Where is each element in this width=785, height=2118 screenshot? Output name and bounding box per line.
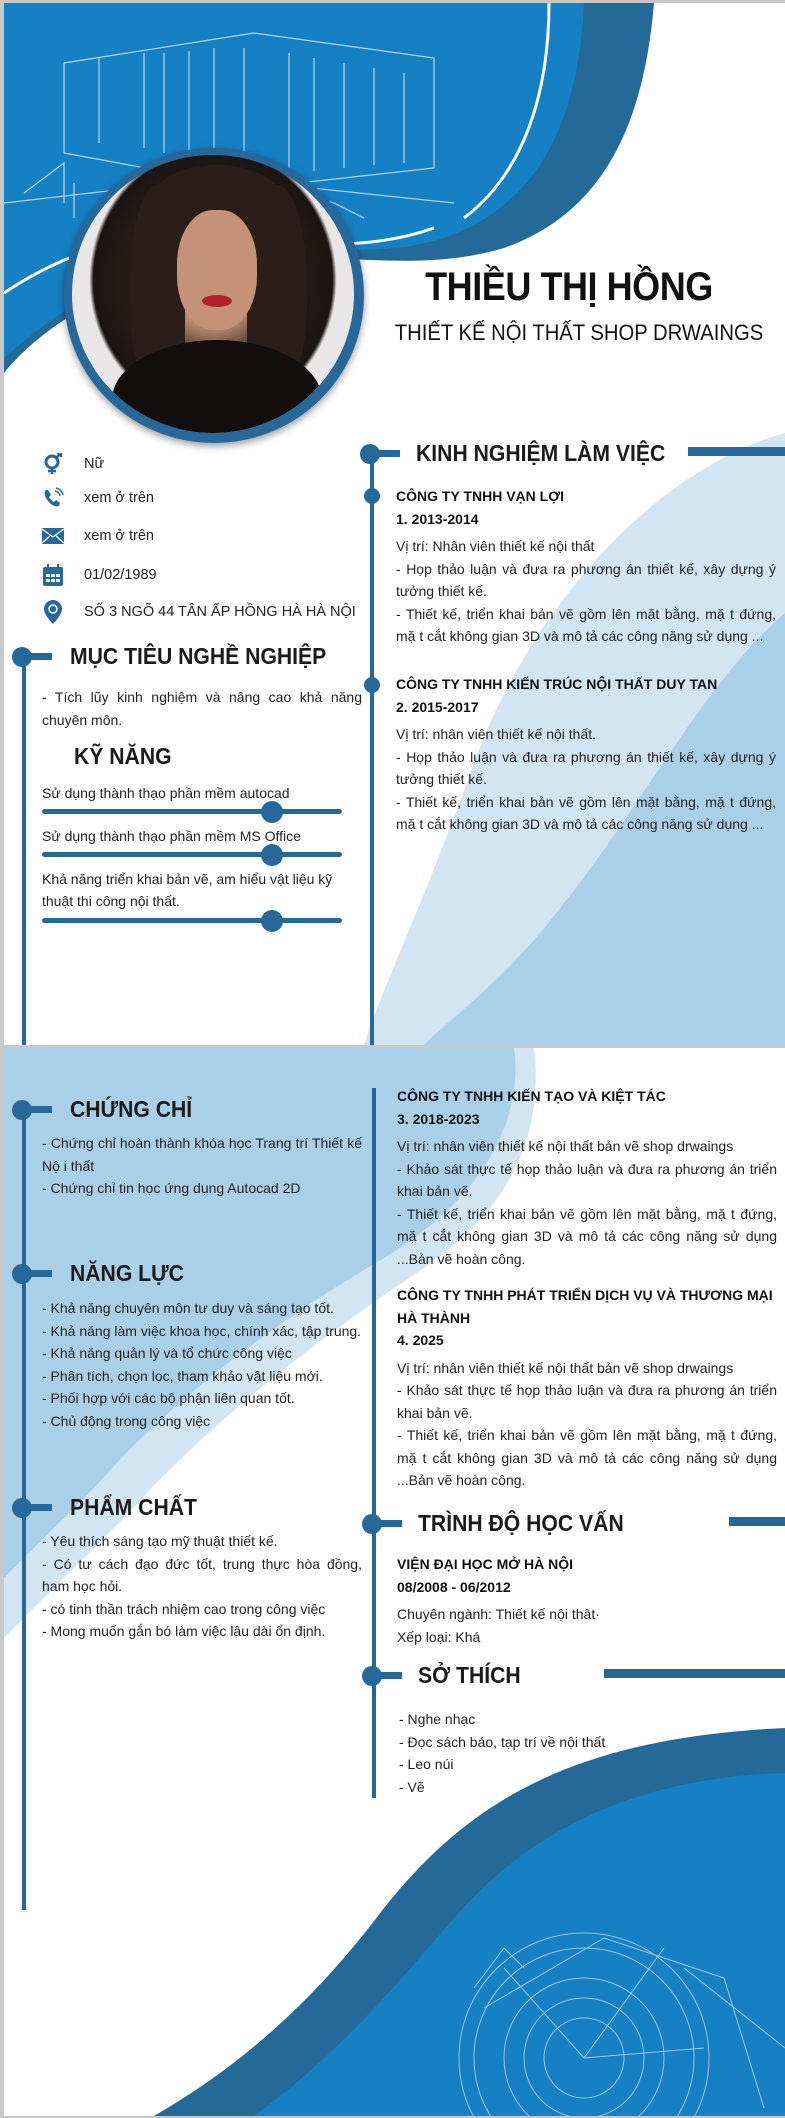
section-header-rule [604,1669,785,1678]
company-name: CÔNG TY TNHH VẠN LỢI [396,488,565,504]
section-header-competencies [12,1260,194,1287]
quality-item: - Có tư cách đạo đức tốt, trung thực hòa đồng, ham học hỏi. [42,1555,362,1594]
experience-item [397,1284,777,1492]
objective-text: - Tích lũy kinh nghiệm và nâng cao khả năng chuyên môn. [42,689,362,728]
experience-line: Vị trí: Nhân viên thiết kế nội thất [396,538,595,554]
phone-value: xem ở trên [84,490,154,506]
section-title: CHỨNG CHỈ [70,1096,193,1122]
certificates-list [42,1132,362,1200]
section-header-rule [688,447,785,456]
education-period: 08/2008 - 06/2012 [397,1578,511,1595]
experience-line: - Thiết kế, triển khai bản vẽ gồm lên mặt bằng, mặ t đứng, mặ t cắt không gian 3D và mô tả các công năng sử dụng ... [396,605,776,644]
education-rank: Xếp loại: Khá [397,1628,481,1645]
section-title: TRÌNH ĐỘ HỌC VẤN [418,1510,624,1536]
contact-email [42,525,154,547]
profile-photo [72,155,354,433]
hobby-item: - Leo núi [399,1756,454,1772]
hobbies-list [399,1708,779,1798]
competency-item: - Chủ động trong công việc [42,1412,211,1429]
section-title: SỞ THÍCH [418,1662,521,1688]
skill-level-bar [42,809,342,814]
section-title: KINH NGHIỆM LÀM VIỆC [416,440,666,466]
experience-timeline-line [370,448,374,1045]
experience-item [396,485,776,648]
education-major: Chuyên ngành: Thiết kế nội thât· [397,1606,600,1622]
contact-address [42,601,356,623]
resume-page-2 [4,1048,785,2116]
skill-level-knob [261,910,283,932]
skill-level-knob [261,801,283,823]
experience-line: - Họp thảo luận và đưa ra phương án thiết kế, xây dựng ý tưởng thiết kế. [396,560,776,599]
quality-item: - Mong muốn gắn bó làm việc lâu dài ổn định. [42,1623,326,1639]
competency-item: - Phân tích, chọn lọc, tham khảo vật liệu mới. [42,1367,323,1384]
gender-value: Nữ [84,456,105,472]
resume-page-1 [4,3,785,1045]
experience-line: Vị trí: nhân viên thiết kế nội thất. [396,726,597,742]
section-header-objective [12,643,349,670]
section-header-experience [360,440,687,467]
section-title: MỤC TIÊU NGHỀ NGHIỆP [70,643,327,669]
employment-period: 3. 2018-2023 [397,1110,480,1127]
competency-item: - Khả năng làm việc khoa học, chính xác, tập trung. [42,1322,362,1339]
phone-icon [42,487,64,509]
hobby-item: - Vẽ [399,1778,425,1795]
section-header-hobbies [362,1662,530,1689]
employment-period: 4. 2025 [397,1332,444,1348]
skill-level-bar [42,918,342,923]
experience-line: Vị trí: nhân viên thiết kế nội thất bản vẽ shop drwaings [397,1138,734,1154]
candidate-role: THIẾT KẾ NỘI THẤT SHOP DRWAINGS [394,320,764,345]
section-header-rule [729,1517,785,1526]
skill-label: Sử dụng thành thạo phần mềm autocad [42,785,290,801]
experience-line: - Thiết kế, triển khai bản vẽ gồm lên mặt bằng, mặ t đứng, mặ t cắt không gian 3D và mô tả các công năng sử dụng ... [396,793,776,832]
section-header-qualities [12,1494,208,1521]
competency-item: - Phối hợp với các bộ phận liên quan tốt. [42,1390,295,1406]
location-pin-icon [42,601,64,623]
skill-level-knob [261,844,283,866]
email-icon [42,525,64,547]
calendar-icon [42,564,64,586]
section-header-certificates [12,1096,203,1123]
education-item [397,1553,777,1648]
experience-line: Vị trí: nhân viên thiết kế nội thất bản vẽ shop drwaings [397,1359,734,1376]
employment-period: 1. 2013-2014 [396,510,479,527]
contact-gender [42,453,104,475]
experience-line: - Khảo sát thực tế họp thảo luận và đưa ra phương án triển khai bản vẽ. [397,1382,777,1421]
left-timeline-line [22,658,26,1045]
qualities-list [42,1530,362,1643]
employment-period: 2. 2015-2017 [396,698,479,715]
email-value: xem ở trên [84,528,154,544]
timeline-dot [364,677,380,693]
competency-item: - Khả năng quản lý và tổ chức công việc [42,1345,292,1361]
section-title: KỸ NĂNG [74,743,172,769]
section-header-skills [56,743,180,770]
quality-item: - Yêu thích sáng tạo mỹ thuật thiết kế. [42,1533,278,1549]
experience-line: - Họp thảo luận và đưa ra phương án thiết kế, xây dựng ý tưởng thiết kế. [396,748,776,787]
skill-label: Khả năng triển khai bản vẽ, am hiểu vật liệu kỹ thuật thi công nội thất. [42,871,333,909]
competencies-list [42,1297,362,1432]
birthdate-value: 01/02/1989 [84,567,157,583]
timeline-dot [364,488,380,504]
experience-line: - Thiết kế, triển khai bản vẽ gồm lên mặt bằng, mặ t đứng, mặ t cắt không gian 3D và mô tả các công năng sử dụng ...Bản vẽ hoàn công. [397,1427,777,1488]
gender-icon [42,453,64,475]
section-title: PHẨM CHẤT [70,1494,197,1520]
quality-item: - có tinh thần trách nhiệm cao trong công việc [42,1600,326,1617]
hobby-item: - Đọc sách báo, tạp trí về nội thất [399,1733,606,1750]
address-value: SỐ 3 NGÕ 44 TÂN ẤP HỒNG HÀ HÀ NỘI [84,604,356,620]
experience-item [396,673,776,836]
experience-line: - Thiết kế, triển khai bản vẽ gồm lên mặt bằng, mặ t đứng, mặ t cắt không gian 3D và mô tả các công năng sử dụng ...Bản vẽ hoàn công. [397,1205,777,1267]
company-name: CÔNG TY TNHH KIẾN TRÚC NỘI THẤT DUY TAN [396,676,718,692]
section-title: NĂNG LỰC [70,1260,184,1286]
competency-item: - Khả năng chuyên môn tư duy và sáng tạo tốt. [42,1300,334,1316]
candidate-name: THIỀU THỊ HỒNG [425,265,713,309]
certificate-item: - Chứng chỉ hoàn thành khóa học Trang trí Thiết kế Nộ i thất [42,1135,362,1174]
experience-line: - Khảo sát thực tế họp thảo luận và đưa ra phương án triển khai bản vẽ. [397,1160,777,1199]
skill-level-bar [42,852,342,857]
hobby-item: - Nghe nhạc [399,1711,476,1727]
school-name: VIỆN ĐẠI HỌC MỞ HÀ NỘI [397,1556,574,1572]
experience-item [397,1085,777,1270]
skill-label: Sử dụng thành thạo phần mềm MS Office [42,828,301,844]
company-name: CÔNG TY TNHH PHÁT TRIỂN DỊCH VỤ VÀ THƯƠNG MẠI HÀ THÀNH [397,1287,773,1326]
contact-phone [42,487,154,509]
experience-timeline-line [372,1088,376,1798]
contact-birthdate [42,564,157,586]
section-header-education [362,1510,642,1537]
company-name: CÔNG TY TNHH KIẾN TẠO VÀ KIỆT TÁC [397,1088,666,1104]
certificate-item: - Chứng chỉ tin học ứng dụng Autocad 2D [42,1180,301,1196]
